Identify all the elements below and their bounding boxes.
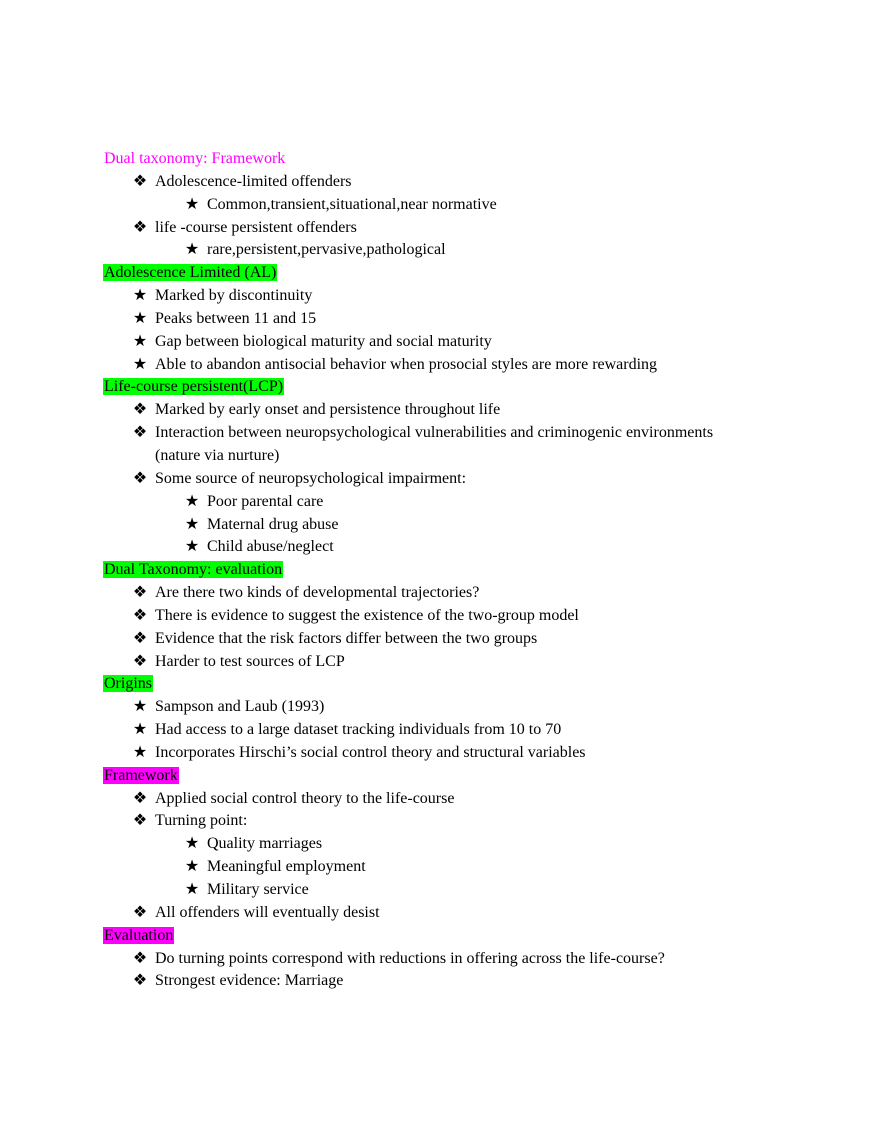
list-item xyxy=(0,948,880,971)
section-heading xyxy=(0,262,880,285)
list-item-text: Some source of neuropsychological impairment: xyxy=(155,469,467,487)
list-item-text: Incorporates Hirschi’s social control theory and structural variables xyxy=(155,743,586,761)
list-item xyxy=(0,902,880,925)
list-item xyxy=(0,879,880,902)
section-heading-text: Dual Taxonomy: evaluation xyxy=(104,561,283,579)
star-bullet-icon: ★ xyxy=(132,287,148,305)
section-heading xyxy=(0,765,880,788)
list-item-continuation: (nature via nurture) xyxy=(155,446,280,464)
diamond-bullet-icon: ❖ xyxy=(132,469,148,487)
star-bullet-icon: ★ xyxy=(184,538,200,556)
list-item-text: Marked by discontinuity xyxy=(155,287,313,305)
list-item-text: Common,transient,situational,near normative xyxy=(207,195,497,213)
section-heading-text: Evaluation xyxy=(104,926,174,944)
list-item-text: There is evidence to suggest the existence of the two-group model xyxy=(155,606,579,624)
list-item-text: Quality marriages xyxy=(207,835,323,853)
list-item-text: Are there two kinds of developmental trajectories? xyxy=(155,584,480,602)
list-item xyxy=(0,742,880,765)
section-heading-text: Dual taxonomy: Framework xyxy=(104,150,286,167)
star-bullet-icon: ★ xyxy=(132,355,148,373)
diamond-bullet-icon: ❖ xyxy=(132,401,148,419)
section-heading xyxy=(0,925,880,948)
section-heading xyxy=(0,559,880,582)
list-item xyxy=(0,810,880,833)
star-bullet-icon: ★ xyxy=(184,492,200,510)
list-item-text: Sampson and Laub (1993) xyxy=(155,698,325,716)
star-bullet-icon: ★ xyxy=(132,721,148,739)
list-item-text: Peaks between 11 and 15 xyxy=(155,309,317,327)
list-item-text: Turning point: xyxy=(155,812,248,830)
diamond-bullet-icon: ❖ xyxy=(132,218,148,236)
diamond-bullet-icon: ❖ xyxy=(132,812,148,830)
list-item-text: Had access to a large dataset tracking individuals from 10 to 70 xyxy=(155,721,562,739)
section-heading xyxy=(0,376,880,399)
list-item xyxy=(0,719,880,742)
list-item xyxy=(0,514,880,537)
list-item-text: Adolescence-limited offenders xyxy=(155,172,352,190)
list-item xyxy=(0,422,880,445)
diamond-bullet-icon: ❖ xyxy=(132,629,148,647)
list-item xyxy=(0,491,880,514)
section-heading-text: Adolescence Limited (AL) xyxy=(104,264,277,282)
star-bullet-icon: ★ xyxy=(184,515,200,533)
star-bullet-icon: ★ xyxy=(184,835,200,853)
section-heading-text: Origins xyxy=(104,675,152,693)
list-item-text: Maternal drug abuse xyxy=(207,515,339,533)
diamond-bullet-icon: ❖ xyxy=(132,172,148,190)
document-body xyxy=(0,148,880,993)
diamond-bullet-icon: ❖ xyxy=(132,424,148,442)
list-item xyxy=(0,399,880,422)
list-item xyxy=(0,788,880,811)
list-item-text: Harder to test sources of LCP xyxy=(155,652,345,670)
list-item xyxy=(0,628,880,651)
list-item-text: Strongest evidence: Marriage xyxy=(155,972,344,990)
diamond-bullet-icon: ❖ xyxy=(132,606,148,624)
star-bullet-icon: ★ xyxy=(132,309,148,327)
list-item xyxy=(0,285,880,308)
list-item xyxy=(0,468,880,491)
diamond-bullet-icon: ❖ xyxy=(132,652,148,670)
list-item-text: All offenders will eventually desist xyxy=(155,903,380,921)
section-heading-text: Life-course persistent(LCP) xyxy=(104,378,284,396)
list-item xyxy=(0,605,880,628)
list-item xyxy=(0,536,880,559)
list-item xyxy=(0,970,880,993)
list-item-text: Meaningful employment xyxy=(207,858,366,876)
list-item-text: Child abuse/neglect xyxy=(207,538,334,556)
diamond-bullet-icon: ❖ xyxy=(132,949,148,967)
star-bullet-icon: ★ xyxy=(184,241,200,259)
list-item xyxy=(0,696,880,719)
list-item-text: Gap between biological maturity and social maturity xyxy=(155,332,492,350)
list-item-text: Evidence that the risk factors differ between the two groups xyxy=(155,629,538,647)
list-item xyxy=(0,239,880,262)
list-item-text: Poor parental care xyxy=(207,492,324,510)
list-item xyxy=(0,582,880,605)
list-item-text: Able to abandon antisocial behavior when prosocial styles are more rewarding xyxy=(155,355,658,373)
list-item-text: Interaction between neuropsychological vulnerabilities and criminogenic environments xyxy=(155,424,714,442)
list-item xyxy=(0,194,880,217)
star-bullet-icon: ★ xyxy=(132,743,148,761)
diamond-bullet-icon: ❖ xyxy=(132,972,148,990)
list-item xyxy=(0,331,880,354)
diamond-bullet-icon: ❖ xyxy=(132,789,148,807)
list-item xyxy=(0,651,880,674)
list-item-text: Applied social control theory to the life-course xyxy=(155,789,455,807)
list-item xyxy=(0,856,880,879)
diamond-bullet-icon: ❖ xyxy=(132,903,148,921)
list-item xyxy=(0,833,880,856)
star-bullet-icon: ★ xyxy=(132,332,148,350)
list-item xyxy=(0,308,880,331)
list-item-text: Marked by early onset and persistence throughout life xyxy=(155,401,501,419)
star-bullet-icon: ★ xyxy=(184,881,200,898)
star-bullet-icon: ★ xyxy=(132,698,148,716)
star-bullet-icon: ★ xyxy=(184,195,200,213)
list-item-text: rare,persistent,pervasive,pathological xyxy=(207,241,446,259)
section-heading xyxy=(0,148,880,171)
star-bullet-icon: ★ xyxy=(184,858,200,876)
list-item-text: Do turning points correspond with reductions in offering across the life-course? xyxy=(155,949,665,967)
list-item xyxy=(0,354,880,377)
diamond-bullet-icon: ❖ xyxy=(132,584,148,602)
list-item-text: life -course persistent offenders xyxy=(155,218,357,236)
list-item xyxy=(0,171,880,194)
list-item xyxy=(0,217,880,240)
section-heading xyxy=(0,673,880,696)
list-item-text: Military service xyxy=(207,881,309,898)
section-heading-text: Framework xyxy=(104,766,178,784)
